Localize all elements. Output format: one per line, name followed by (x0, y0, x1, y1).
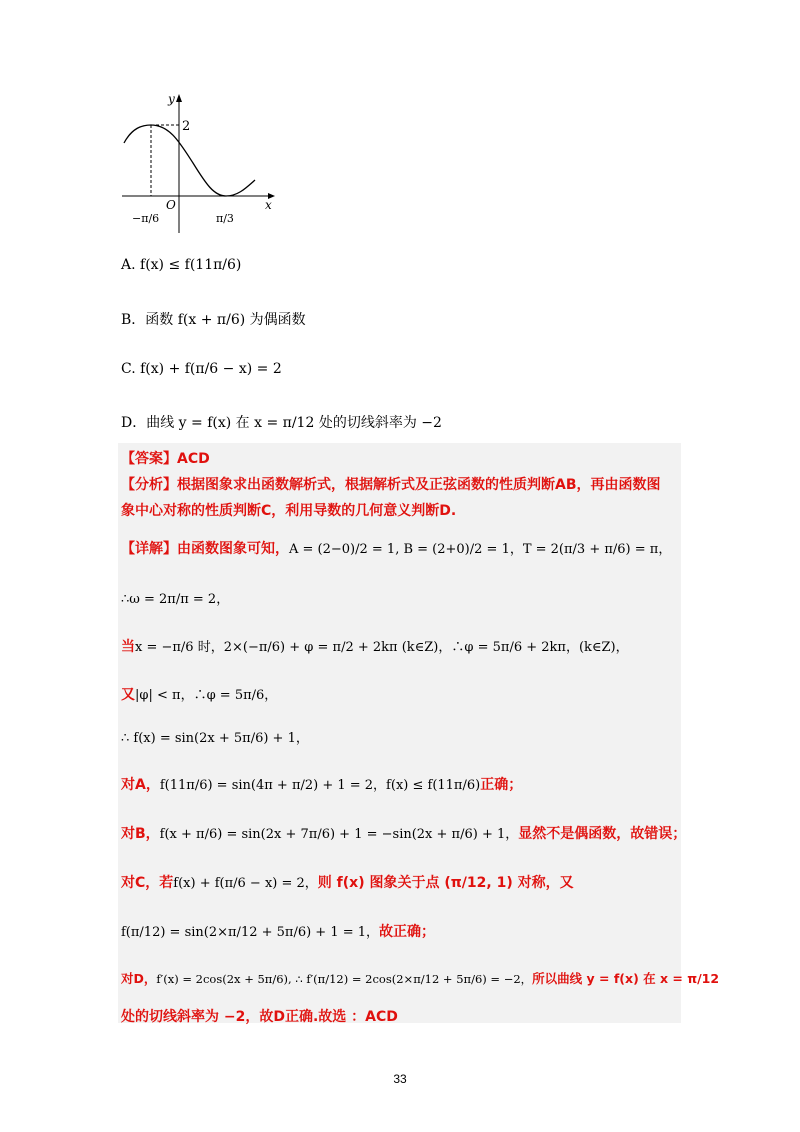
origin-label: O (166, 198, 176, 212)
analysis-line-1: 【分析】根据图象求出函数解析式，根据解析式及正弦函数的性质判断AB，再由函数图 (121, 477, 661, 493)
omega-line: ∴ω = 2π/π = 2， (121, 592, 230, 607)
check-d-line-2: 处的切线斜率为 −2，故D正确.故选 ：ACD (121, 1009, 398, 1025)
also-equation: |φ| < π，∴φ = 5π/6， (135, 688, 278, 703)
analysis-line-2: 象中心对称的性质判断C，利用导数的几何意义判断D. (121, 503, 457, 519)
check-d-label: 对D， (121, 971, 157, 986)
y-axis-arrow (176, 94, 182, 102)
check-c2-equation: f(π/12) = sin(2×π/12 + 5π/6) + 1 = 1， (121, 925, 380, 940)
check-d-line (121, 969, 719, 987)
when-line (121, 636, 629, 656)
check-a-line (121, 774, 522, 794)
check-d-end: 所以曲线 y = f(x) 在 x = π/12 (532, 971, 720, 986)
check-c2-verdict: 故正确； (379, 924, 436, 940)
detail-label: 【详解】由函数图象可知， (121, 541, 289, 557)
check-a-label: 对A， (121, 777, 160, 793)
page-number: 33 (393, 1072, 407, 1086)
peak-value-label: 2 (182, 119, 191, 134)
check-b-equation: f(x + π/6) = sin(2x + 7π/6) + 1 = −sin(2x + π/6) + 1， (159, 827, 519, 842)
answer-line: 【答案】ACD (121, 451, 210, 467)
option-d: D．曲线 y = f(x) 在 x = π/12 处的切线斜率为 −2 (121, 415, 442, 431)
right-tick-label: π/3 (216, 212, 234, 225)
check-c-equation: f(x) + f(π/6 − x) = 2， (173, 876, 318, 891)
option-b: B．函数 f(x + π/6) 为偶函数 (121, 312, 306, 328)
y-label: y (168, 92, 175, 106)
detail-equation: A = (2−0)/2 = 1, B = (2+0)/2 = 1，T = 2(π/3 + π/6) = π， (289, 542, 672, 557)
sine-curve (124, 125, 255, 196)
check-a-equation: f(11π/6) = sin(4π + π/2) + 1 = 2，f(x) ≤ f(11π/6) (159, 778, 481, 793)
when-label: 当 (121, 639, 135, 655)
detail-line (121, 538, 671, 558)
function-graph (118, 88, 288, 238)
option-a: A. f(x) ≤ f(11π/6) (121, 257, 242, 273)
check-b-verdict: 显然不是偶函数，故错误； (518, 826, 687, 842)
x-label: x (265, 198, 272, 212)
check-b-line (121, 823, 686, 843)
check-c-line (121, 872, 574, 892)
when-equation: x = −π/6 时，2×(−π/6) + φ = π/2 + 2kπ (k∈Z)，∴φ = 5π/6 + 2kπ，(k∈Z)， (135, 640, 629, 655)
check-c-label: 对C，若 (121, 875, 174, 891)
also-line (121, 684, 277, 704)
option-c: C. f(x) + f(π/6 − x) = 2 (121, 361, 282, 377)
check-a-verdict: 正确； (480, 777, 523, 793)
check-b-label: 对B， (121, 826, 160, 842)
left-tick-label: −π/6 (132, 212, 160, 225)
check-d-equation: f′(x) = 2cos(2x + 5π/6), ∴ f′(π/12) = 2cos(2×π/12 + 5π/6) = −2， (156, 972, 533, 986)
fx-line: ∴ f(x) = sin(2x + 5π/6) + 1， (121, 731, 309, 746)
also-label: 又 (121, 687, 135, 703)
check-c-middle: 则 f(x) 图象关于点 (π/12, 1) 对称，又 (317, 875, 574, 891)
check-c-line-2 (121, 921, 435, 941)
